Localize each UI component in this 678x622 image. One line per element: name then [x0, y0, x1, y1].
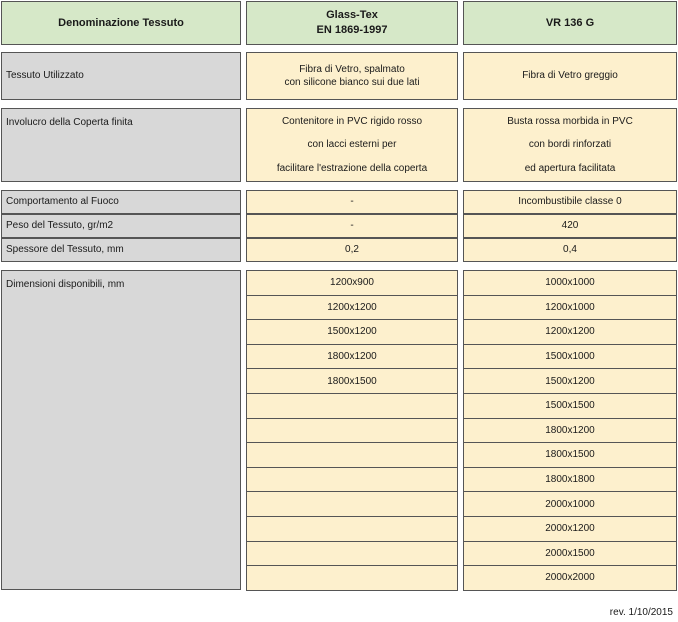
vr-dimension-cell — [463, 319, 677, 345]
glass-dimension-value: 1200x1200 — [327, 301, 377, 313]
glass-dimension-cell — [246, 467, 458, 493]
vr-spessore — [463, 238, 677, 262]
glass-dimension-value: 1200x900 — [330, 277, 374, 289]
glass-dimension-cell — [246, 442, 458, 468]
glass-involucro-line: facilitare l'estrazione della coperta — [276, 162, 428, 174]
label-spessore — [1, 238, 241, 262]
vr-dimension-cell — [463, 270, 677, 296]
vr-involucro — [463, 108, 677, 182]
glass-dimension-cell — [246, 516, 458, 542]
vr-dimension-value: 1200x1000 — [545, 301, 595, 313]
vr-dimension-value: 1800x1500 — [545, 449, 595, 461]
vr-dimension-value: 1500x1000 — [545, 351, 595, 363]
vr-tessuto-utilizzato — [463, 52, 677, 100]
glass-spessore-text: 0,2 — [345, 244, 359, 256]
header-glass-tex — [246, 1, 458, 45]
vr-dimension-value: 2000x1500 — [545, 547, 595, 559]
vr-dimension-cell — [463, 295, 677, 321]
glass-dimension-cell — [246, 491, 458, 517]
header-glass-tex-name: Glass-Tex — [326, 9, 378, 22]
vr-involucro-line: ed apertura facilitata — [524, 162, 616, 174]
glass-involucro-line: con lacci esterni per — [307, 139, 397, 151]
header-glass-tex-standard: EN 1869-1997 — [316, 24, 388, 36]
vr-dimension-cell — [463, 368, 677, 394]
glass-involucro-line: Contenitore in PVC rigido rosso — [281, 115, 423, 127]
glass-dimension-cell — [246, 295, 458, 321]
label-peso-text: Peso del Tessuto, gr/m2 — [6, 220, 114, 232]
vr-involucro-line: con bordi rinforzati — [528, 139, 612, 151]
vr-dimension-cell — [463, 467, 677, 493]
header-denominazione — [1, 1, 241, 45]
label-dimensioni — [1, 270, 241, 590]
vr-dimension-cell — [463, 344, 677, 370]
vr-tessuto-text: Fibra di Vetro greggio — [522, 70, 618, 82]
glass-dimension-cell — [246, 270, 458, 296]
label-fuoco-text: Comportamento al Fuoco — [6, 196, 119, 208]
glass-dimension-value: 1500x1200 — [327, 326, 377, 338]
label-spessore-text: Spessore del Tessuto, mm — [6, 244, 124, 256]
vr-dimension-value: 2000x1000 — [545, 498, 595, 510]
revision-note: rev. 1/10/2015 — [609, 607, 673, 618]
glass-dimension-cell — [246, 319, 458, 345]
glass-tessuto-utilizzato — [246, 52, 458, 100]
label-fuoco — [1, 190, 241, 214]
vr-dimension-value: 1800x1800 — [545, 474, 595, 486]
vr-dimension-cell — [463, 541, 677, 567]
vr-dimension-cell — [463, 442, 677, 468]
glass-tessuto-line: con silicone bianco sui due lati — [284, 77, 420, 88]
vr-dimension-value: 1500x1200 — [545, 375, 595, 387]
label-involucro — [1, 108, 241, 182]
glass-dimension-cell — [246, 393, 458, 419]
glass-dimension-cell — [246, 541, 458, 567]
glass-dimension-value: 1800x1500 — [327, 375, 377, 387]
vr-spessore-text: 0,4 — [563, 244, 577, 256]
vr-fuoco-text: Incombustibile classe 0 — [518, 196, 622, 208]
vr-involucro-line: Busta rossa morbida in PVC — [507, 115, 633, 127]
glass-dimension-cell — [246, 418, 458, 444]
vr-dimension-value: 2000x1200 — [545, 523, 595, 535]
vr-dimension-cell — [463, 491, 677, 517]
vr-dimension-value: 1200x1200 — [545, 326, 595, 338]
label-tessuto-utilizzato-text: Tessuto Utilizzato — [6, 70, 84, 82]
vr-fuoco — [463, 190, 677, 214]
glass-dimension-cell — [246, 565, 458, 591]
vr-peso — [463, 214, 677, 238]
label-involucro-text: Involucro della Coperta finita — [6, 117, 133, 128]
label-peso — [1, 214, 241, 238]
vr-dimension-cell — [463, 418, 677, 444]
glass-peso — [246, 214, 458, 238]
label-dimensioni-text: Dimensioni disponibili, mm — [6, 279, 125, 290]
glass-dimension-value: 1800x1200 — [327, 351, 377, 363]
glass-peso-text: - — [350, 220, 354, 232]
glass-involucro — [246, 108, 458, 182]
glass-tessuto-line: Fibra di Vetro, spalmato — [299, 63, 405, 75]
vr-dimension-value: 1800x1200 — [545, 424, 595, 436]
label-tessuto-utilizzato — [1, 52, 241, 100]
glass-spessore — [246, 238, 458, 262]
glass-fuoco-text: - — [350, 196, 354, 208]
vr-dimension-value: 2000x2000 — [545, 572, 595, 584]
glass-dimension-cell — [246, 368, 458, 394]
vr-dimension-cell — [463, 516, 677, 542]
vr-peso-text: 420 — [561, 220, 579, 232]
vr-dimension-value: 1000x1000 — [545, 277, 595, 289]
header-denominazione-text: Denominazione Tessuto — [58, 16, 184, 29]
vr-dimension-cell — [463, 565, 677, 591]
vr-dimension-value: 1500x1500 — [545, 400, 595, 412]
header-vr136g — [463, 1, 677, 45]
header-vr136g-text: VR 136 G — [545, 16, 595, 29]
glass-fuoco — [246, 190, 458, 214]
vr-dimension-cell — [463, 393, 677, 419]
glass-dimension-cell — [246, 344, 458, 370]
